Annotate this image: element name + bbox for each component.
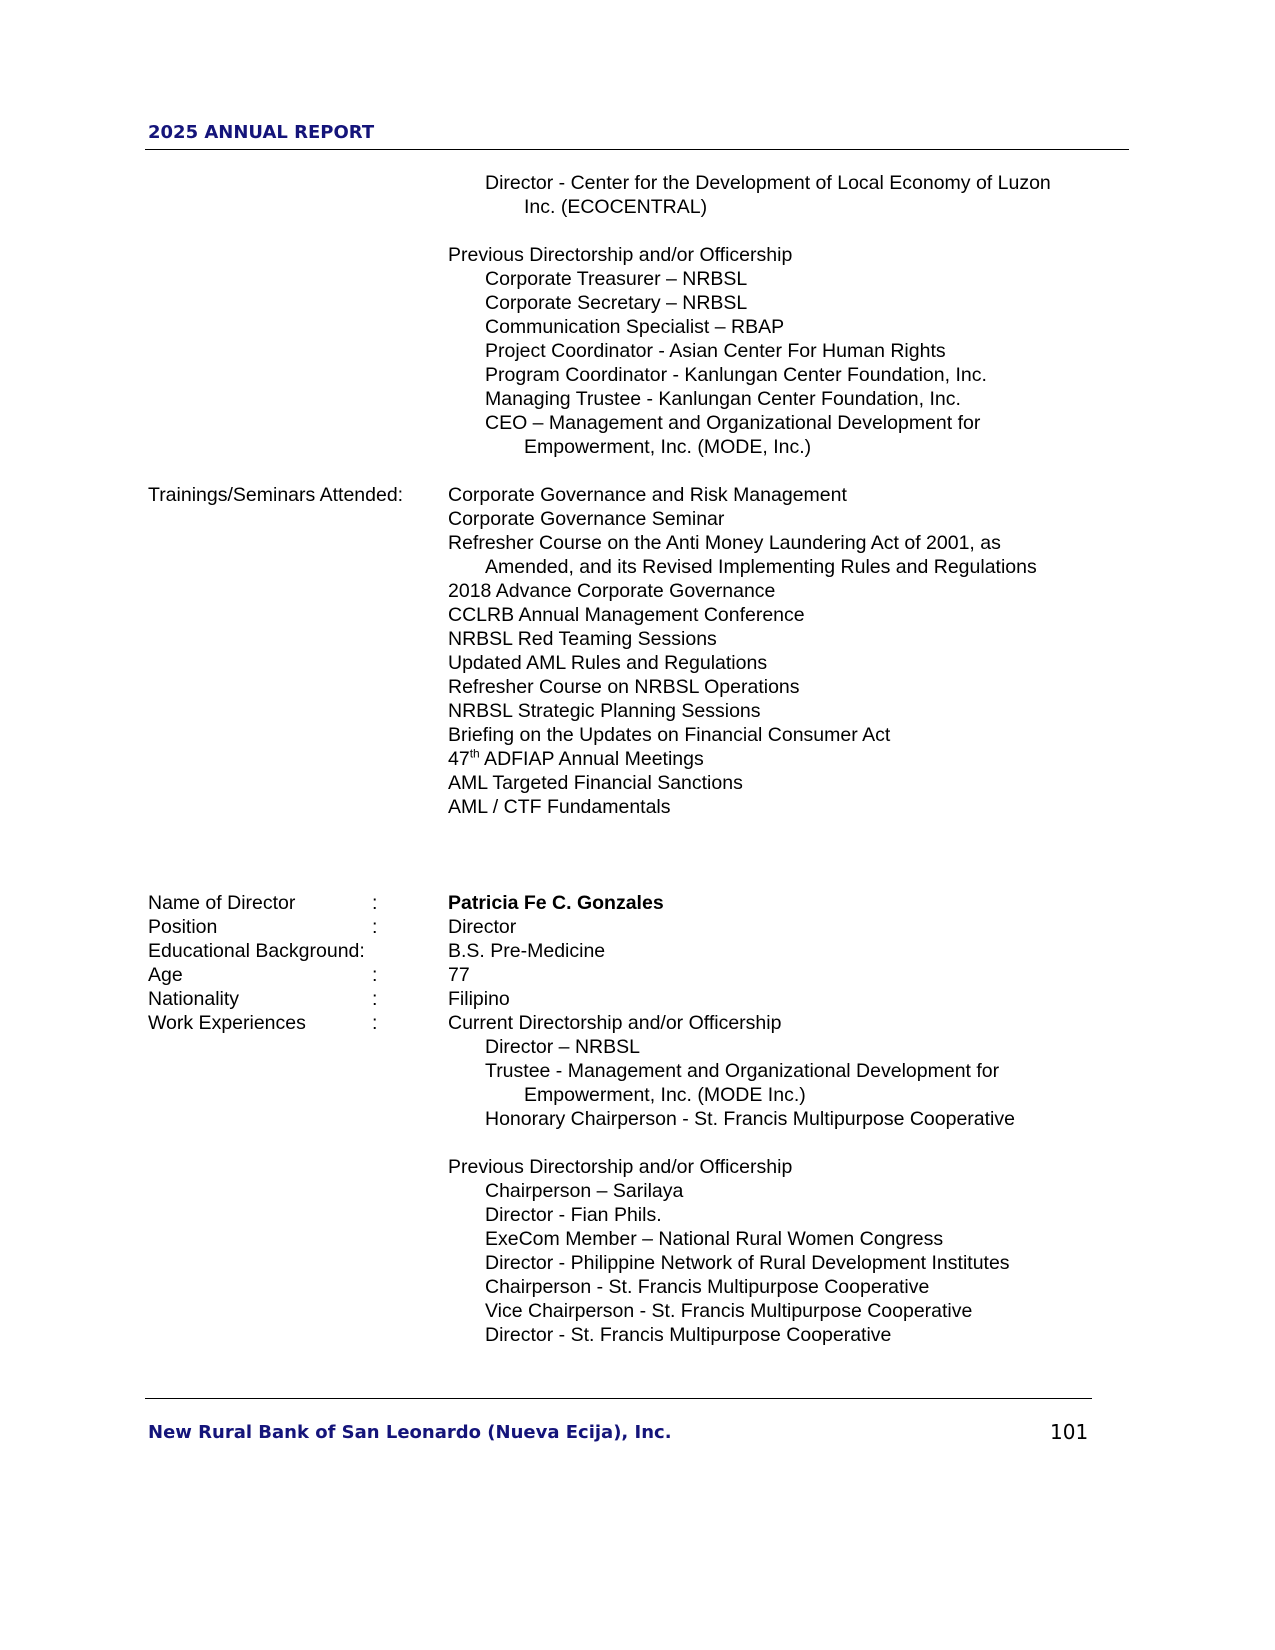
training-item: NRBSL Strategic Planning Sessions bbox=[448, 700, 761, 722]
education-label bbox=[148, 939, 365, 963]
header-divider bbox=[145, 149, 1129, 150]
previous-item: Vice Chairperson - St. Francis Multipurpose Cooperative bbox=[485, 1300, 973, 1322]
director-education: B.S. Pre-Medicine bbox=[448, 940, 606, 962]
previous-heading: Previous Directorship and/or Officership bbox=[448, 244, 793, 266]
training-item: Corporate Governance Seminar bbox=[448, 508, 725, 530]
previous-item: Managing Trustee - Kanlungan Center Foundation, Inc. bbox=[485, 388, 961, 410]
training-item-continuation: Amended, and its Revised Implementing Rules and Regulations bbox=[485, 556, 1037, 578]
training-item: AML Targeted Financial Sanctions bbox=[448, 772, 743, 794]
director-name: Patricia Fe C. Gonzales bbox=[448, 892, 664, 914]
continuation-line: Inc. (ECOCENTRAL) bbox=[524, 196, 708, 218]
director-position: Director bbox=[448, 916, 517, 938]
current-item: Director – NRBSL bbox=[485, 1036, 640, 1058]
director-nationality: Filipino bbox=[448, 988, 510, 1010]
training-ordinal-number: 47 bbox=[448, 748, 470, 770]
previous-item: Project Coordinator - Asian Center For Human Rights bbox=[485, 340, 946, 362]
report-title: 2025 ANNUAL REPORT bbox=[148, 122, 375, 143]
previous-item: Communication Specialist – RBAP bbox=[485, 316, 785, 338]
trainings-label: Trainings/Seminars Attended: bbox=[148, 484, 404, 506]
label-colon: : bbox=[372, 892, 378, 914]
training-item: CCLRB Annual Management Conference bbox=[448, 604, 805, 626]
position-label: Position bbox=[148, 916, 218, 938]
training-item: Refresher Course on NRBSL Operations bbox=[448, 676, 800, 698]
previous-item: Corporate Secretary – NRBSL bbox=[485, 292, 748, 314]
bank-name: New Rural Bank of San Leonardo (Nueva Ecija), Inc. bbox=[148, 1422, 672, 1443]
director-age: 77 bbox=[448, 964, 470, 986]
previous-item: Chairperson - St. Francis Multipurpose Cooperative bbox=[485, 1276, 930, 1298]
previous-item: Director - St. Francis Multipurpose Cooperative bbox=[485, 1324, 892, 1346]
training-item-text: ADFIAP Annual Meetings bbox=[479, 748, 704, 770]
training-item: Briefing on the Updates on Financial Consumer Act bbox=[448, 724, 891, 746]
previous-item-continuation: Empowerment, Inc. (MODE, Inc.) bbox=[524, 436, 812, 458]
training-item: Refresher Course on the Anti Money Laundering Act of 2001, as bbox=[448, 532, 1001, 554]
name-label: Name of Director bbox=[148, 892, 296, 914]
label-colon: : bbox=[372, 988, 378, 1010]
training-ordinal-suffix: th bbox=[469, 746, 480, 761]
previous-heading: Previous Directorship and/or Officership bbox=[448, 1156, 793, 1178]
continuation-line: Director - Center for the Development of Local Economy of Luzon bbox=[485, 172, 1051, 194]
current-item-continuation: Empowerment, Inc. (MODE Inc.) bbox=[524, 1084, 806, 1106]
previous-item: ExeCom Member – National Rural Women Congress bbox=[485, 1228, 944, 1250]
previous-item: Director - Fian Phils. bbox=[485, 1204, 662, 1226]
current-heading: Current Directorship and/or Officership bbox=[448, 1012, 782, 1034]
previous-item: Program Coordinator - Kanlungan Center Foundation, Inc. bbox=[485, 364, 987, 386]
previous-item: CEO – Management and Organizational Development for bbox=[485, 412, 981, 434]
training-item bbox=[448, 747, 704, 771]
age-label: Age bbox=[148, 964, 183, 986]
current-item: Honorary Chairperson - St. Francis Multipurpose Cooperative bbox=[485, 1108, 1015, 1130]
label-colon: : bbox=[359, 940, 365, 962]
previous-item: Chairperson – Sarilaya bbox=[485, 1180, 684, 1202]
training-item: 2018 Advance Corporate Governance bbox=[448, 580, 776, 602]
nationality-label: Nationality bbox=[148, 988, 240, 1010]
current-item: Trustee - Management and Organizational Development for bbox=[485, 1060, 1000, 1082]
label-colon: : bbox=[372, 1012, 378, 1034]
training-item: Updated AML Rules and Regulations bbox=[448, 652, 768, 674]
previous-item: Corporate Treasurer – NRBSL bbox=[485, 268, 748, 290]
education-label-text: Educational Background bbox=[148, 940, 360, 962]
training-item: AML / CTF Fundamentals bbox=[448, 796, 671, 818]
work-label: Work Experiences bbox=[148, 1012, 306, 1034]
previous-item: Director - Philippine Network of Rural Development Institutes bbox=[485, 1252, 1010, 1274]
training-item: NRBSL Red Teaming Sessions bbox=[448, 628, 717, 650]
label-colon: : bbox=[372, 964, 378, 986]
label-colon: : bbox=[372, 916, 378, 938]
training-item: Corporate Governance and Risk Management bbox=[448, 484, 847, 506]
page-number: 101 bbox=[1050, 1420, 1089, 1444]
footer-divider bbox=[145, 1398, 1092, 1399]
